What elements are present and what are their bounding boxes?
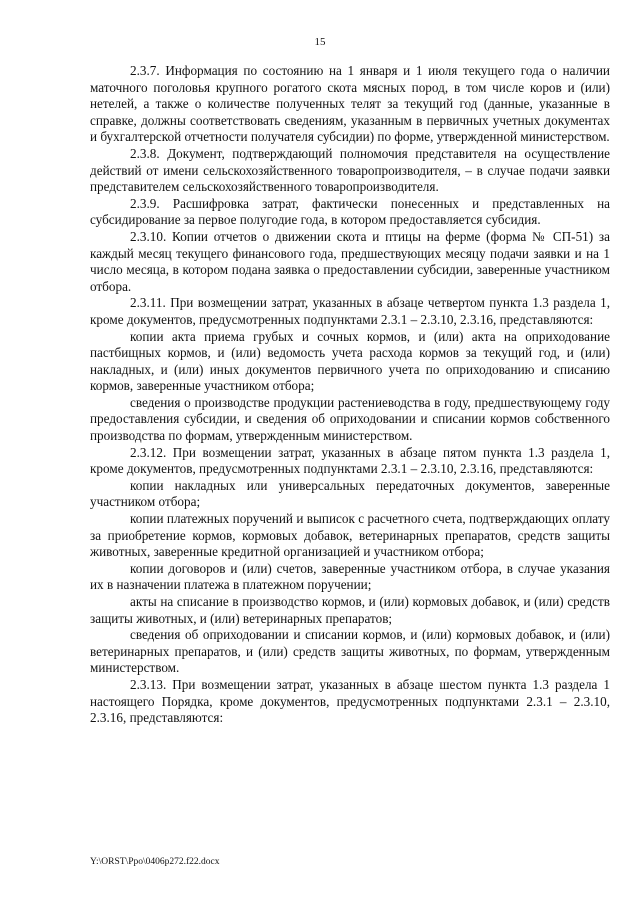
paragraph-2-3-11-item-1: копии акта приема грубых и сочных кормов, и (или) акта на оприходование пастбищных кормов, и (или) ведомость учета расхода кормов за текущий год, и (или) накладных, и (или) иных документов первичного учета по оприходованию и списанию кормов, заверенные участником отбора; <box>90 328 610 394</box>
paragraph-2-3-12-item-5: сведения об оприходовании и списании кормов, и (или) кормовых добавок, и (или) ветеринарных препаратов, и (или) средств защиты животных, по формам, утвержденным министерством. <box>90 627 610 676</box>
paragraph-2-3-12-item-4: акты на списание в производство кормов, и (или) кормовых добавок, и (или) средств защиты животных, и (или) ветеринарных препаратов; <box>90 594 610 626</box>
footer-file-path: Y:\ORST\Ppo\0406p272.f22.docx <box>90 857 220 867</box>
paragraph-2-3-12: 2.3.12. При возмещении затрат, указанных в абзаце пятом пункта 1.3 раздела 1, кроме документов, предусмотренных подпунктами 2.3.1 – 2.3.10, 2.3.16, представляются: <box>90 444 610 477</box>
paragraph-2-3-12-item-3: копии договоров и (или) счетов, заверенные участником отбора, в случае указания их в назначении платежа в платежном поручении; <box>90 560 610 593</box>
paragraph-2-3-12-item-2: копии платежных поручений и выписок с расчетного счета, подтверждающих оплату за приобретение кормов, кормовых добавок, ветеринарных препаратов, средств защиты животных, заверенные кредитной организацией и участником отбора; <box>90 511 610 560</box>
paragraph-2-3-7: 2.3.7. Информация по состоянию на 1 января и 1 июля текущего года о наличии маточного поголовья крупного рогатого скота мясных пород, в том числе коров и (или) нетелей, а также о количестве полученных телят за текущий год (данные, указанные в справке, должны соответствовать сведениям, указанным в первичных учетных документах и бухгалтерской отчетности получателя субсидии) по форме, утвержденной министерством. <box>90 63 610 145</box>
paragraph-2-3-10: 2.3.10. Копии отчетов о движении скота и птицы на ферме (форма № СП-51) за каждый месяц текущего финансового года, предшествующих месяцу подачи заявки и на 1 число месяца, в котором подана заявка о предоставлении субсидии, заверенные участником отбора. <box>90 228 610 294</box>
document-body <box>90 63 610 727</box>
paragraph-2-3-12-item-1: копии накладных или универсальных передаточных документов, заверенные участником отбора; <box>90 477 610 510</box>
paragraph-2-3-11: 2.3.11. При возмещении затрат, указанных в абзаце четвертом пункта 1.3 раздела 1, кроме документов, предусмотренных подпунктами 2.3.1 – 2.3.10, 2.3.16, представляются: <box>90 295 610 327</box>
paragraph-2-3-13: 2.3.13. При возмещении затрат, указанных в абзаце шестом пункта 1.3 раздела 1 настоящего Порядка, кроме документов, предусмотренных подпунктами 2.3.1 – 2.3.10, 2.3.16, представляются: <box>90 676 610 726</box>
paragraph-2-3-8: 2.3.8. Документ, подтверждающий полномочия представителя на осуществление действий от имени сельскохозяйственного товаропроизводителя, – в случае подачи заявки представителем сельскохозяйственного товаропроизводителя. <box>90 145 610 195</box>
paragraph-2-3-9: 2.3.9. Расшифровка затрат, фактически понесенных и представленных на субсидирование за первое полугодие года, в котором предоставляется субсидия. <box>90 195 610 228</box>
page-number: 15 <box>314 36 326 48</box>
paragraph-2-3-11-item-2: сведения о производстве продукции растениеводства в году, предшествующему году предоставления субсидии, и сведения об оприходовании и списании кормов собственного производства по формам, утвержденным министерством. <box>90 394 610 444</box>
